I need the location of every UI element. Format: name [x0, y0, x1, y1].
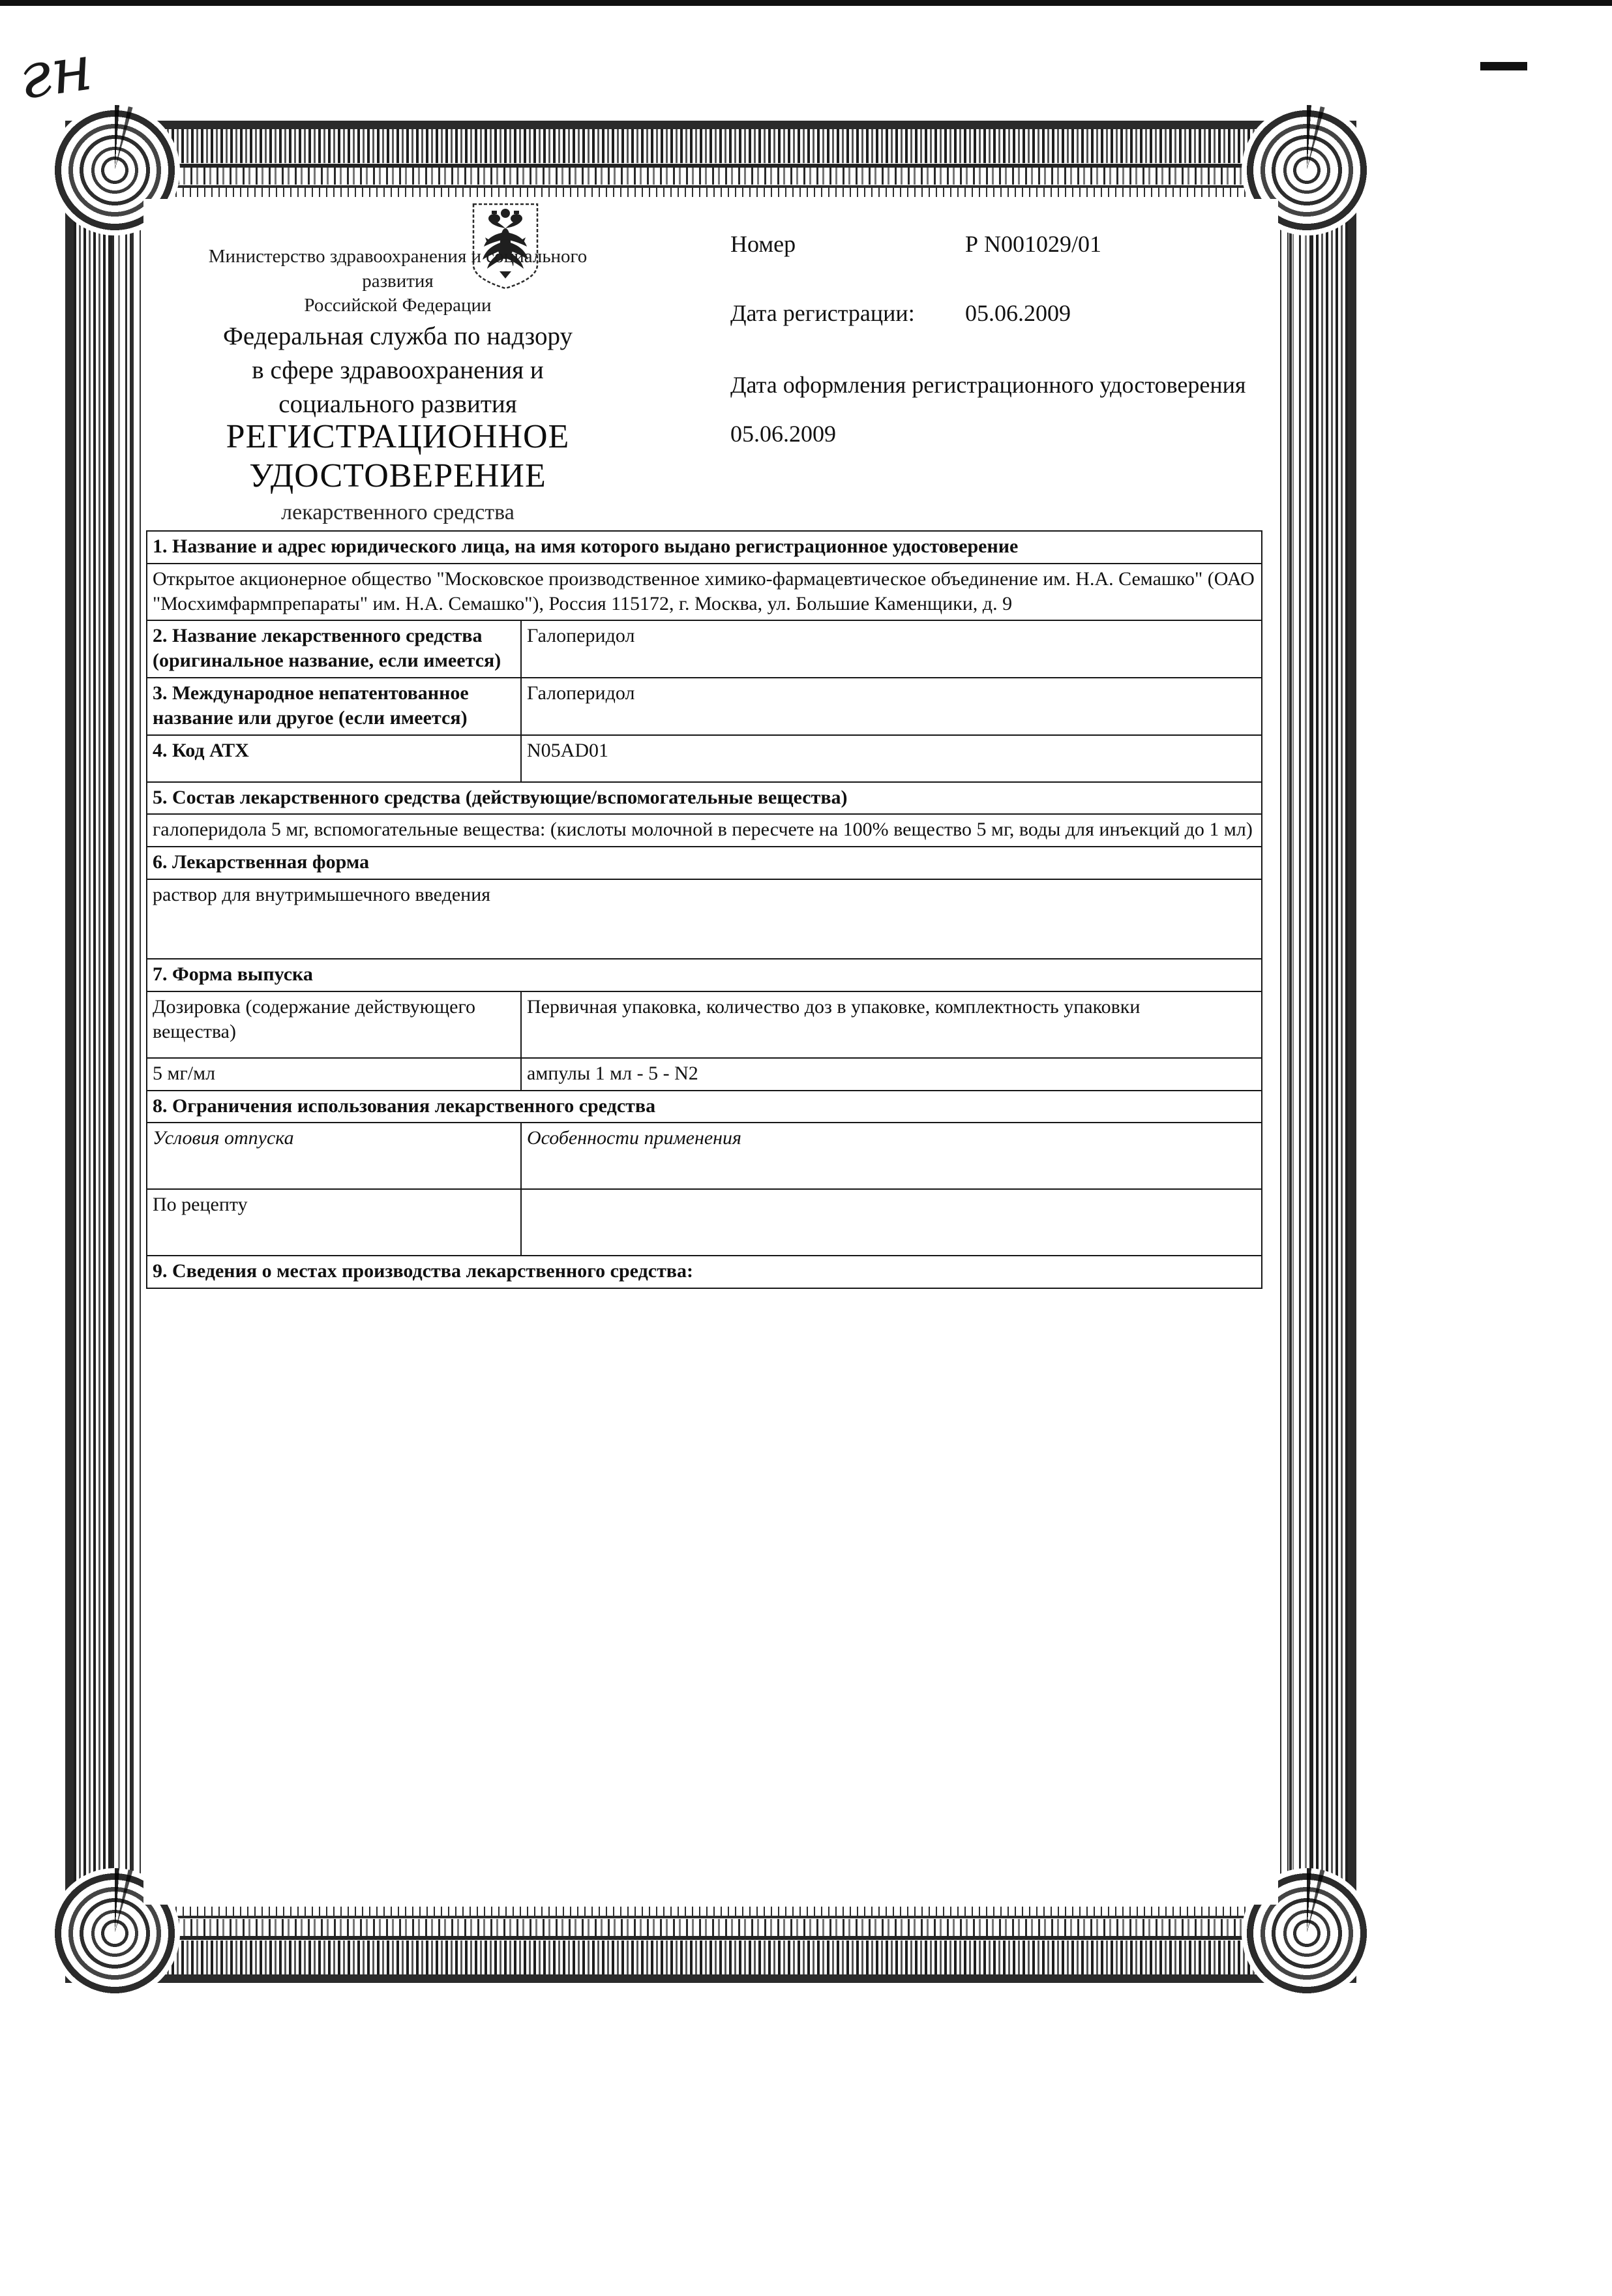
issue-date-value: 05.06.2009	[730, 420, 836, 447]
handwritten-mark: гн	[14, 31, 97, 113]
table-row-section-2	[147, 620, 1262, 678]
section-7-column-1-value: 5 мг/мл	[147, 1058, 521, 1091]
page-title-line-2: УДОСТОВЕРЕНИЕ	[249, 457, 546, 495]
table-row-section-5-heading	[147, 782, 1262, 815]
table-row-section-1-value	[147, 564, 1262, 621]
table-row-section-3	[147, 678, 1262, 735]
page-title-subtitle: лекарственного средства	[281, 500, 515, 524]
number-row	[730, 230, 1278, 267]
page-title-line-1: РЕГИСТРАЦИОННОЕ	[226, 418, 570, 455]
section-7-heading: 7. Форма выпуска	[147, 959, 1262, 991]
section-9-heading: 9. Сведения о местах производства лекарственного средства:	[147, 1256, 1262, 1288]
ministry-line-3: Российской Федерации	[304, 295, 492, 316]
section-2-heading: 2. Название лекарственного средства (оригинальное название, если имеется)	[147, 620, 521, 678]
table-row-section-1-heading	[147, 531, 1262, 564]
table-row-section-7-col-headers	[147, 991, 1262, 1058]
service-line-3: социального развития	[278, 389, 517, 418]
section-6-heading: 6. Лекарственная форма	[147, 847, 1262, 879]
table-row-section-9-heading	[147, 1256, 1262, 1288]
table-row-section-6-heading	[147, 847, 1262, 879]
section-6-value: раствор для внутримышечного введения	[147, 879, 1262, 959]
registration-date-row	[730, 299, 1278, 336]
section-3-value: Галоперидол	[521, 678, 1262, 735]
section-1-heading: 1. Название и адрес юридического лица, на имя которого выдано регистрационное удостоверение	[147, 531, 1262, 564]
scan-corner-dash	[1480, 62, 1527, 70]
ministry-line-1: Министерство здравоохранения и социального	[208, 246, 588, 267]
section-8-column-2-value	[521, 1189, 1262, 1256]
table-row-section-7-values	[147, 1058, 1262, 1091]
issue-date-label: Дата оформления регистрационного удостоверения	[730, 372, 1246, 398]
table-row-section-4	[147, 735, 1262, 782]
number-value: Р N001029/01	[965, 231, 1102, 257]
ministry-name	[143, 245, 652, 318]
section-7-column-1-header: Дозировка (содержание действующего вещества)	[147, 991, 521, 1058]
document-header	[143, 199, 1278, 524]
table-row-section-8-col-headers	[147, 1123, 1262, 1189]
registration-date-label: Дата регистрации:	[730, 300, 915, 326]
federal-service-name	[143, 320, 652, 421]
number-label: Номер	[730, 231, 796, 257]
table-row-section-7-heading	[147, 959, 1262, 991]
section-8-column-2-header: Особенности применения	[521, 1123, 1262, 1189]
scan-top-edge	[0, 0, 1612, 6]
section-4-value: N05AD01	[521, 735, 1262, 782]
section-8-column-1-value: По рецепту	[147, 1189, 521, 1256]
section-2-value: Галоперидол	[521, 620, 1262, 678]
section-5-value: галоперидола 5 мг, вспомогательные вещества: (кислоты молочной в пересчете на 100% вещество 5 мг, воды для инъекций до 1 мл)	[147, 814, 1262, 847]
registration-form-table	[146, 530, 1262, 1289]
section-7-column-2-header: Первичная упаковка, количество доз в упаковке, комплектность упаковки	[521, 991, 1262, 1058]
certificate-content	[143, 199, 1278, 1905]
section-5-heading: 5. Состав лекарственного средства (действующие/вспомогательные вещества)	[147, 782, 1262, 815]
service-line-2: в сфере здравоохранения и	[252, 355, 544, 384]
service-line-1: Федеральная служба по надзору	[223, 322, 573, 350]
table-row-section-8-heading	[147, 1091, 1262, 1123]
table-row-section-6-value	[147, 879, 1262, 959]
table-row-section-5-value	[147, 814, 1262, 847]
registration-date-value: 05.06.2009	[965, 300, 1071, 326]
section-8-column-1-header: Условия отпуска	[147, 1123, 521, 1189]
page-title	[143, 417, 652, 525]
registration-meta	[730, 230, 1278, 447]
ministry-line-2: развития	[362, 270, 434, 292]
section-8-heading: 8. Ограничения использования лекарственного средства	[147, 1091, 1262, 1123]
section-7-column-2-value: ампулы 1 мл - 5 - N2	[521, 1058, 1262, 1091]
section-3-heading: 3. Международное непатентованное название или другое (если имеется)	[147, 678, 521, 735]
section-1-value: Открытое акционерное общество "Московское производственное химико-фармацевтическое объединение им. Н.А. Семашко" (ОАО "Мосхимфармпрепараты" им. Н.А. Семашко"), Россия 115172, г. Москва, ул. Большие Каменщики, д. 9	[147, 564, 1262, 621]
table-row-section-8-values	[147, 1189, 1262, 1256]
section-4-heading: 4. Код АТХ	[147, 735, 521, 782]
certificate-sheet	[65, 121, 1356, 1983]
